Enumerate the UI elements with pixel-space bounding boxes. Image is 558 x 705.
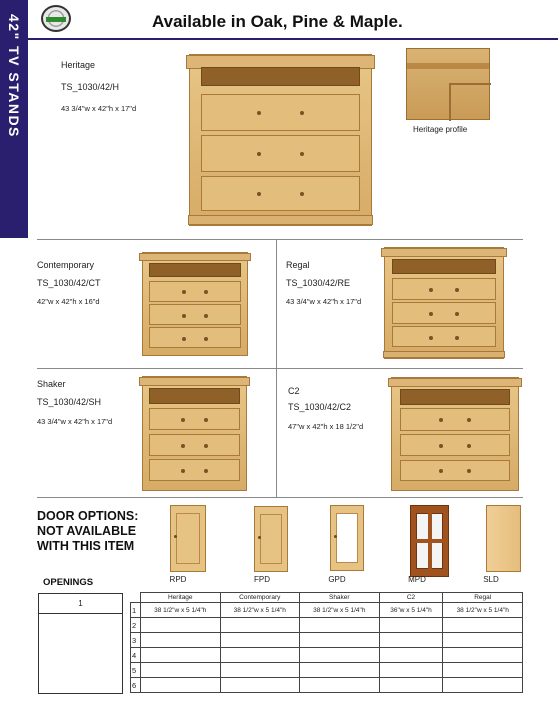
- heritage-sku: TS_1030/42/H: [61, 82, 120, 92]
- table-row: [131, 603, 523, 618]
- table-row: [131, 663, 523, 678]
- table-header-cell: Regal: [443, 593, 523, 603]
- heritage-profile-label: Heritage profile: [413, 125, 468, 134]
- shaker-dims: 43 3/4"w x 42"h x 17"d: [37, 417, 113, 426]
- table-cell: [220, 648, 300, 663]
- table-cell: [220, 633, 300, 648]
- regal-name: Regal: [286, 260, 310, 270]
- contemporary-sku: TS_1030/42/CT: [37, 278, 101, 288]
- openings-count: 1: [39, 594, 122, 614]
- table-cell: [141, 633, 221, 648]
- heritage-tv-stand-image: [189, 54, 372, 226]
- table-cell: [300, 663, 380, 678]
- regal-dims: 43 3/4"w x 42"h x 17"d: [286, 297, 362, 306]
- door-fpd-label: FPD: [254, 575, 270, 584]
- row-number: 2: [131, 618, 141, 633]
- table-header-cell: Contemporary: [220, 593, 300, 603]
- heritage-profile-image: [406, 48, 490, 120]
- header-divider: [28, 38, 558, 40]
- heritage-name: Heritage: [61, 60, 96, 70]
- table-cell: [141, 663, 221, 678]
- brand-logo-icon: [41, 5, 71, 32]
- grid-divider-top: [37, 239, 523, 240]
- page-title: Available in Oak, Pine & Maple.: [152, 12, 403, 31]
- shaker-name: Shaker: [37, 379, 66, 389]
- door-options-line-2: NOT AVAILABLE: [37, 524, 137, 538]
- table-cell: [300, 618, 380, 633]
- table-cell: [141, 618, 221, 633]
- heritage-dims: 43 3/4"w x 42"h x 17"d: [61, 104, 137, 113]
- row-number: 1: [131, 603, 141, 618]
- table-header-cell: Shaker: [300, 593, 380, 603]
- category-side-tab: [0, 0, 28, 238]
- door-mpd-image: [410, 505, 449, 577]
- table-cell: [300, 678, 380, 693]
- table-row: [131, 618, 523, 633]
- table-cell: [379, 648, 443, 663]
- regal-sku: TS_1030/42/RE: [286, 278, 351, 288]
- grid-divider-middle: [37, 368, 523, 369]
- table-header-row: [131, 593, 523, 603]
- contemporary-name: Contemporary: [37, 260, 95, 270]
- row-number: 4: [131, 648, 141, 663]
- shaker-sku: TS_1030/42/SH: [37, 397, 102, 407]
- table-cell: 38 1/2"w x 5 1/4"h: [141, 603, 221, 618]
- contemporary-tv-stand-image: [142, 252, 248, 356]
- door-options-line-3: WITH THIS ITEM: [37, 539, 135, 553]
- table-cell: [379, 618, 443, 633]
- door-sld-label: SLD: [483, 575, 499, 584]
- door-fpd-image: [254, 506, 288, 572]
- table-cell: [220, 678, 300, 693]
- table-cell: [141, 678, 221, 693]
- openings-box: [38, 593, 123, 694]
- table-cell: [443, 678, 523, 693]
- door-options-heading: [37, 509, 138, 554]
- table-row: [131, 678, 523, 693]
- door-options-line-1: DOOR OPTIONS:: [37, 509, 139, 523]
- door-gpd-label: GPD: [328, 575, 346, 584]
- row-number: 6: [131, 678, 141, 693]
- contemporary-dims: 42"w x 42"h x 16"d: [37, 297, 100, 306]
- table-cell: [379, 633, 443, 648]
- door-rpd-image: [170, 505, 206, 572]
- table-cell: [443, 663, 523, 678]
- door-rpd-label: RPD: [169, 575, 187, 584]
- door-gpd-image: [330, 505, 364, 571]
- table-header-corner: [131, 593, 141, 603]
- table-cell: 38 1/2"w x 5 1/4"h: [220, 603, 300, 618]
- c2-name: C2: [288, 386, 300, 396]
- table-cell: 38 1/2"w x 5 1/4"h: [300, 603, 380, 618]
- table-cell: 38 1/2"w x 5 1/4"h: [443, 603, 523, 618]
- regal-tv-stand-image: [384, 247, 504, 359]
- drawer-sizes-table: [130, 592, 523, 693]
- grid-divider-bottom: [37, 497, 523, 498]
- table-row: [131, 633, 523, 648]
- door-sld-image: [486, 505, 521, 572]
- table-row: [131, 648, 523, 663]
- shaker-tv-stand-image: [142, 376, 247, 491]
- door-mpd-label: MPD: [408, 575, 426, 584]
- table-cell: [379, 663, 443, 678]
- table-cell: [379, 678, 443, 693]
- table-cell: [220, 618, 300, 633]
- table-cell: [220, 663, 300, 678]
- c2-dims: 47"w x 42"h x 18 1/2"d: [288, 422, 364, 431]
- table-cell: 36"w x 5 1/4"h: [379, 603, 443, 618]
- c2-sku: TS_1030/42/C2: [288, 402, 352, 412]
- table-cell: [443, 618, 523, 633]
- table-cell: [443, 633, 523, 648]
- table-cell: [443, 648, 523, 663]
- openings-heading: OPENINGS: [43, 577, 94, 588]
- table-cell: [300, 648, 380, 663]
- row-number: 3: [131, 633, 141, 648]
- table-header-cell: Heritage: [141, 593, 221, 603]
- category-label: 42" TV STANDS: [6, 14, 22, 138]
- c2-tv-stand-image: [391, 377, 519, 491]
- table-header-cell: C2: [379, 593, 443, 603]
- table-cell: [300, 633, 380, 648]
- table-cell: [141, 648, 221, 663]
- row-number: 5: [131, 663, 141, 678]
